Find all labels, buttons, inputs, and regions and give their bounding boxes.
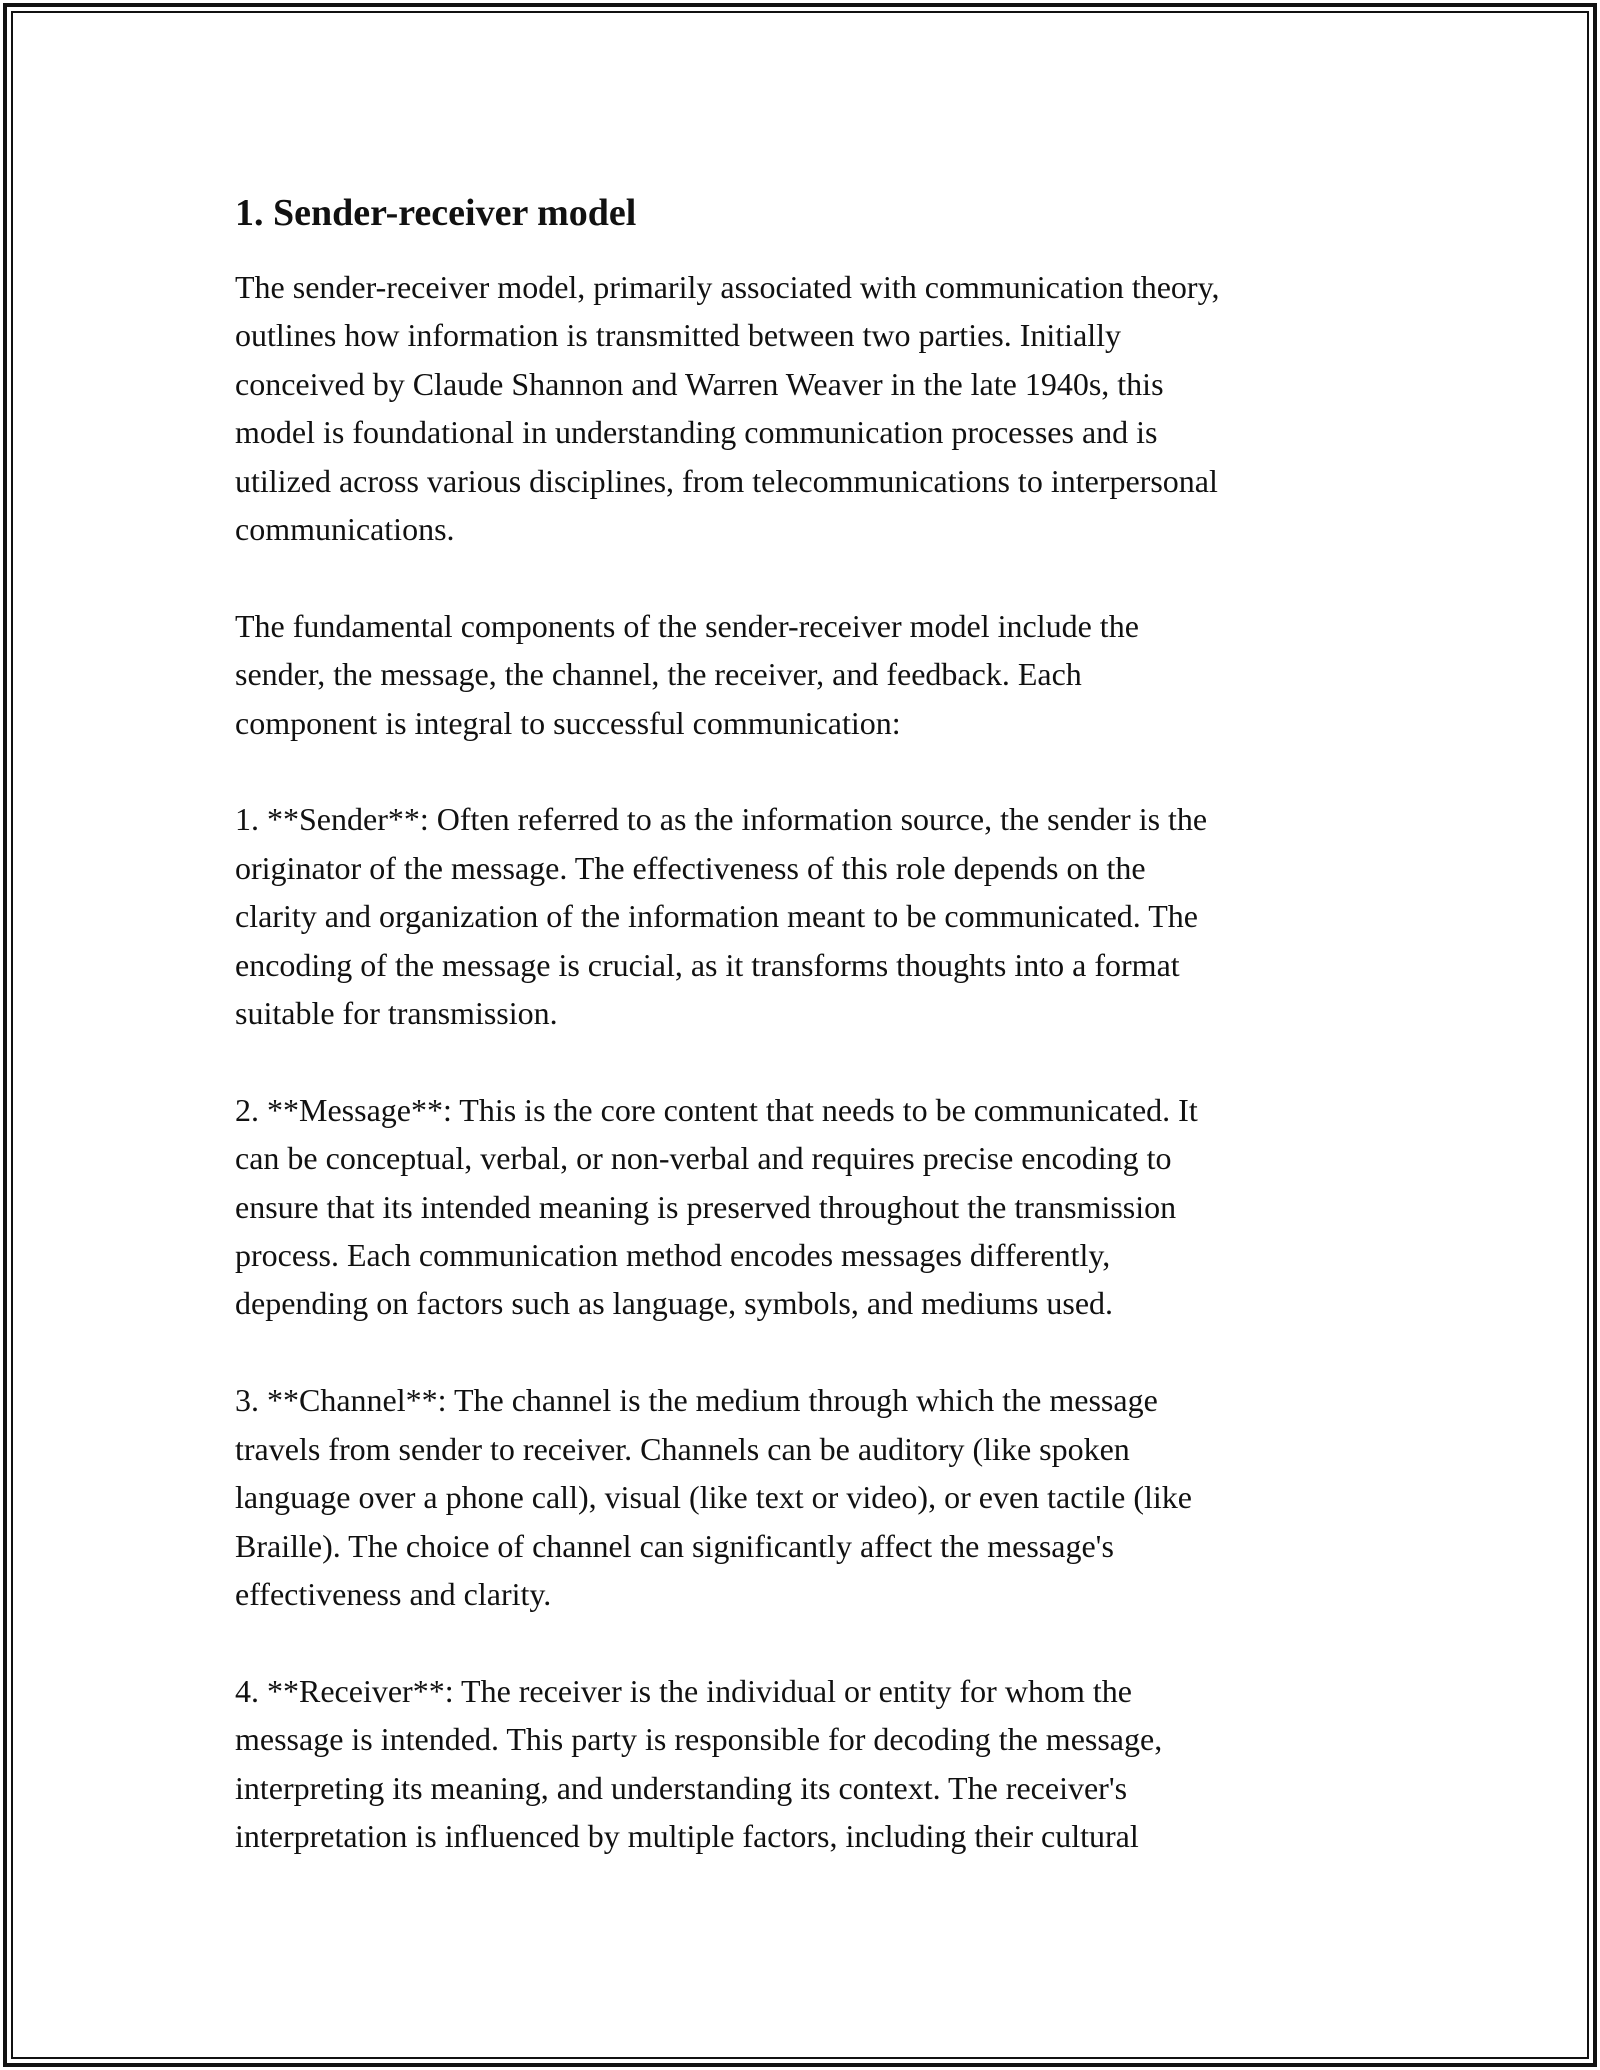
text-line: interpreting its meaning, and understanding its context. The receiver's <box>235 1769 1128 1806</box>
text-line: process. Each communication method encodes messages differently, <box>235 1237 1111 1274</box>
text-line: The sender-receiver model, primarily associated with communication theory, <box>235 269 1220 305</box>
text-line: suitable for transmission. <box>235 995 558 1032</box>
text-line: communications. <box>235 511 455 548</box>
text-line: encoding of the message is crucial, as it transforms thoughts into a format <box>235 946 1180 983</box>
text-line: component is integral to successful communication: <box>235 704 901 741</box>
text-line: ensure that its intended meaning is preserved throughout the transmission <box>235 1188 1177 1225</box>
text-line: clarity and organization of the information meant to be communicated. The <box>235 898 1198 935</box>
text-line: 3. **Channel**: The channel is the medium through which the message <box>235 1382 1158 1419</box>
paragraph-components <box>235 602 1395 747</box>
text-line: sender, the message, the channel, the receiver, and feedback. Each <box>235 656 1082 693</box>
text-line: The fundamental components of the sender-receiver model include the <box>235 607 1139 644</box>
text-line: utilized across various disciplines, from telecommunications to interpersonal <box>235 462 1218 499</box>
section-text <box>235 263 1395 1860</box>
text-line: outlines how information is transmitted between two parties. Initially <box>235 317 1122 354</box>
paragraph-channel <box>235 1376 1395 1618</box>
text-line: message is intended. This party is responsible for decoding the message, <box>235 1721 1163 1758</box>
text-line: language over a phone call), visual (like text or video), or even tactile (like <box>235 1479 1192 1516</box>
text-line: 4. **Receiver**: The receiver is the individual or entity for whom the <box>235 1672 1132 1709</box>
paragraph-receiver <box>235 1667 1395 1861</box>
text-line: Braille). The choice of channel can significantly affect the message's <box>235 1527 1114 1564</box>
text-line: model is foundational in understanding communication processes and is <box>235 414 1158 451</box>
text-line: conceived by Claude Shannon and Warren Weaver in the late 1940s, this <box>235 365 1164 402</box>
text-line: interpretation is influenced by multiple factors, including their cultural <box>235 1817 1139 1854</box>
paragraph-message <box>235 1086 1395 1328</box>
paragraph-sender <box>235 795 1395 1037</box>
section-heading: 1. Sender-receiver model <box>235 192 637 234</box>
text-line: depending on factors such as language, symbols, and mediums used. <box>235 1285 1114 1322</box>
text-line: 1. **Sender**: Often referred to as the information source, the sender is the <box>235 801 1208 838</box>
text-line: originator of the message. The effectiveness of this role depends on the <box>235 849 1146 886</box>
text-line: effectiveness and clarity. <box>235 1575 552 1612</box>
document-body <box>235 185 1395 1860</box>
text-line: 2. **Message**: This is the core content that needs to be communicated. It <box>235 1091 1198 1128</box>
text-line: can be conceptual, verbal, or non-verbal and requires precise encoding to <box>235 1140 1172 1177</box>
text-line: travels from sender to receiver. Channels can be auditory (like spoken <box>235 1430 1130 1467</box>
paragraph-introduction <box>235 263 1395 553</box>
